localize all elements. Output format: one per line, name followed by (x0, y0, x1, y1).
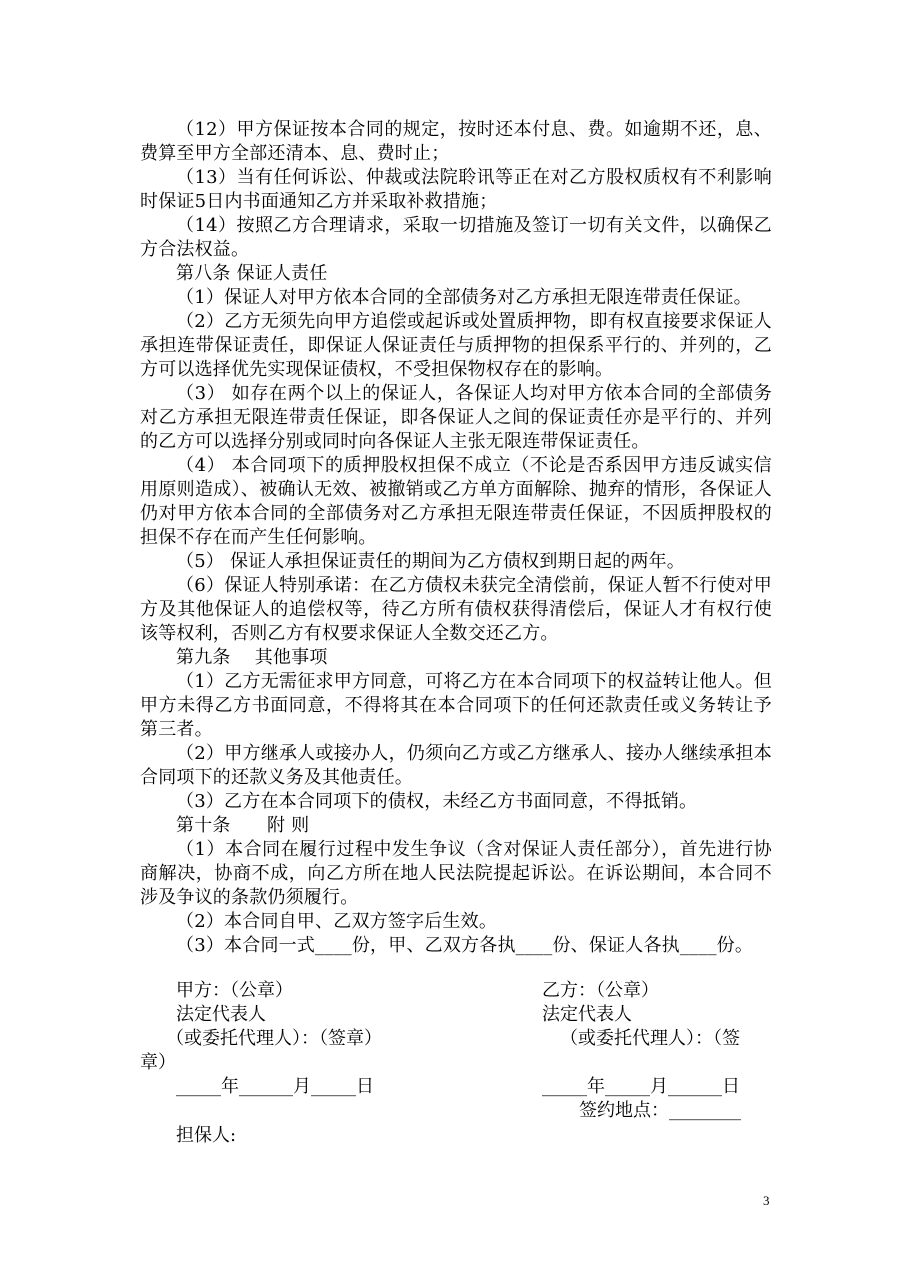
party-a-date: _____年______月_____日 (176, 1076, 374, 1097)
clause-paragraph: （12）甲方保证按本合同的规定，按时还本付息、费。如逾期不还，息、费算至甲方全部还清本、息、费时止； (140, 119, 772, 164)
party-b-agent-continued: 章） (140, 1052, 176, 1073)
clause-paragraph: （2）本合同自甲、乙双方签字后生效。 (176, 911, 498, 932)
clause-paragraph: （1）保证人对甲方依本合同的全部债务对乙方承担无限连带责任保证。 (176, 287, 752, 308)
clause-paragraph: （2）甲方继承人或接办人，仍须向乙方或乙方继承人、接办人继续承担本合同项下的还款义务及其他责任。 (140, 743, 772, 788)
party-b-representative: 法定代表人 (542, 1004, 632, 1025)
clause-paragraph: （1）乙方无需征求甲方同意，可将乙方在本合同项下的权益转让他人。但甲方未得乙方书面同意，不得将其在本合同项下的任何还款责任或义务转让予第三者。 (140, 671, 772, 740)
guarantor-label: 担保人: (176, 1125, 237, 1146)
clause-paragraph: （3）乙方在本合同项下的债权，未经乙方书面同意，不得抵销。 (176, 791, 698, 812)
page-number: 3 (763, 1193, 770, 1208)
clause-paragraph: （4） 本合同项下的质押股权担保不成立（不论是否系因甲方违反诚实信用原则造成）、被确认无效、被撤销或乙方单方面解除、抛弃的情形，各保证人仍对甲方依本合同的全部债务对乙方承担无限连带责任保证，不因质押股权的担保不存在而产生任何影响。 (140, 455, 772, 548)
party-a-agent: （或委托代理人）：（签章） (166, 1028, 382, 1049)
clause-paragraph: （5） 保证人承担保证责任的期间为乙方债权到期日起的两年。 (176, 551, 685, 572)
article-heading: 第十条 附 则 (176, 815, 310, 836)
clause-paragraph: （3）本合同一式____份，甲、乙双方各执____份、保证人各执____份。 (176, 935, 754, 956)
party-b-label: 乙方：（公章） (542, 980, 659, 1001)
clause-paragraph: （14）按照乙方合理请求，采取一切措施及签订一切有关文件，以确保乙方合法权益。 (140, 215, 772, 260)
clause-paragraph: （13）当有任何诉讼、仲裁或法院聆讯等正在对乙方股权质权有不利影响时保证5日内书面通知乙方并采取补救措施； (140, 167, 772, 212)
party-a-label: 甲方：（公章） (176, 980, 293, 1001)
clause-paragraph: （2）乙方无须先向甲方追偿或起诉或处置质押物，即有权直接要求保证人承担连带保证责任，即保证人保证责任与质押物的担保系平行的、并列的，乙方可以选择优先实现保证债权，不受担保物权存在的影响。 (140, 311, 772, 380)
contract-body (140, 118, 772, 958)
article-heading: 第八条 保证人责任 (176, 263, 328, 284)
party-a-representative: 法定代表人 (176, 1004, 266, 1025)
clause-paragraph: （1）本合同在履行过程中发生争议（含对保证人责任部分），首先进行协商解决，协商不成，向乙方所在地人民法院提起诉讼。在诉讼期间，本合同不涉及争议的条款仍须履行。 (140, 839, 772, 908)
clause-paragraph: （6）保证人特别承诺：在乙方债权未获完全清偿前，保证人暂不行使对甲方及其他保证人的追偿权等，待乙方所有债权获得清偿后，保证人才有权行使该等权利，否则乙方有权要求保证人全数交还乙方。 (140, 575, 772, 644)
party-b-agent: （或委托代理人）：（签 (560, 1028, 740, 1049)
signing-place: 签约地点：________ (579, 1100, 741, 1121)
clause-paragraph: （3） 如存在两个以上的保证人，各保证人均对甲方依本合同的全部债务对乙方承担无限连带责任保证，即各保证人之间的保证责任亦是平行的、并列的乙方可以选择分别或同时向各保证人主张无限连带保证责任。 (140, 383, 772, 452)
party-b-date: _____年_____月______日 (542, 1076, 740, 1097)
article-heading: 第九条 其他事项 (176, 647, 328, 668)
